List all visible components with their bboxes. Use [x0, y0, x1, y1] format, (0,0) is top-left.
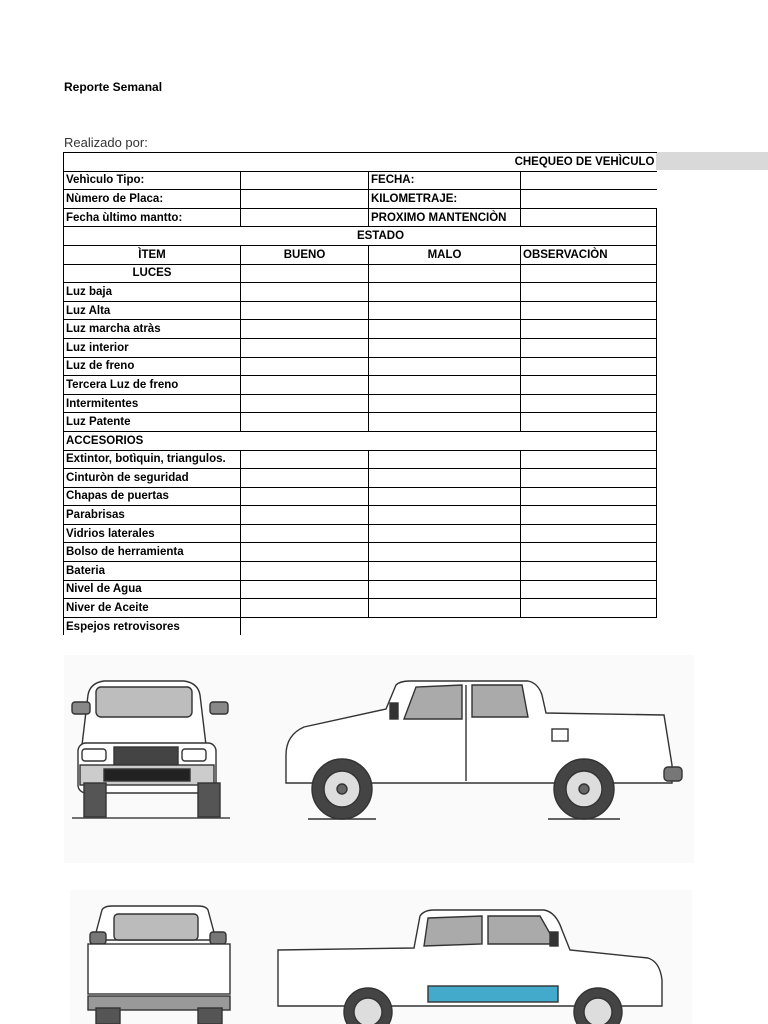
title-band — [656, 152, 768, 170]
bueno-cell[interactable] — [241, 320, 369, 339]
observacion-cell[interactable] — [521, 469, 657, 488]
vehicle-diagram-rear-side — [70, 890, 692, 1024]
bueno-cell[interactable] — [241, 599, 369, 618]
column-header-bueno: BUENO — [241, 245, 369, 264]
bueno-cell[interactable] — [241, 469, 369, 488]
observacion-cell[interactable] — [521, 413, 657, 432]
table-row — [64, 524, 657, 543]
observacion-cell[interactable] — [521, 394, 657, 413]
bueno-cell[interactable] — [241, 506, 369, 525]
item-label: Luz marcha atràs — [64, 320, 241, 339]
observacion-cell[interactable] — [521, 580, 657, 599]
malo-cell[interactable] — [369, 376, 521, 395]
table-row — [64, 357, 657, 376]
info-label-2: FECHA: — [369, 171, 521, 190]
malo-cell[interactable] — [369, 301, 521, 320]
item-label: Luz Patente — [64, 413, 241, 432]
table-row — [64, 394, 657, 413]
malo-cell[interactable] — [369, 580, 521, 599]
item-label: Luz interior — [64, 338, 241, 357]
observacion-cell[interactable] — [521, 487, 657, 506]
info-value[interactable] — [241, 208, 369, 227]
left-side-view-illustration — [286, 681, 682, 819]
item-label: Luz de freno — [64, 357, 241, 376]
malo-cell[interactable] — [369, 543, 521, 562]
rear-view-illustration — [88, 906, 230, 1024]
bueno-cell[interactable] — [241, 562, 369, 581]
observacion-cell[interactable] — [521, 357, 657, 376]
malo-cell[interactable] — [369, 413, 521, 432]
malo-cell[interactable] — [369, 599, 521, 618]
item-label: Luz Alta — [64, 301, 241, 320]
bueno-cell[interactable] — [241, 450, 369, 469]
observacion-cell[interactable] — [521, 599, 657, 618]
table-row — [64, 338, 657, 357]
table-row — [64, 599, 657, 618]
observacion-cell[interactable] — [521, 543, 657, 562]
empty-cell — [241, 617, 657, 635]
info-value[interactable] — [241, 171, 369, 190]
info-value-2[interactable] — [521, 190, 657, 209]
section-title: ACCESORIOS — [64, 431, 657, 450]
table-row — [64, 283, 657, 302]
bueno-cell[interactable] — [241, 413, 369, 432]
page-title: Reporte Semanal — [64, 80, 163, 94]
column-header-malo: MALO — [369, 245, 521, 264]
column-header-item: ÌTEM — [64, 245, 241, 264]
observacion-cell[interactable] — [521, 562, 657, 581]
table-row — [64, 487, 657, 506]
item-label: Nivel de Agua — [64, 580, 241, 599]
malo-cell[interactable] — [369, 338, 521, 357]
observacion-cell[interactable] — [521, 338, 657, 357]
bueno-cell[interactable] — [241, 357, 369, 376]
info-label-2: PROXIMO MANTENCIÒN — [369, 208, 521, 227]
table-row — [64, 413, 657, 432]
malo-cell[interactable] — [369, 283, 521, 302]
item-label: Luz baja — [64, 283, 241, 302]
item-label: Cinturòn de seguridad — [64, 469, 241, 488]
section-header-row — [64, 431, 657, 450]
bueno-cell[interactable] — [241, 338, 369, 357]
malo-cell[interactable] — [369, 394, 521, 413]
table-row — [64, 580, 657, 599]
item-label: Espejos retrovisores — [64, 617, 241, 635]
info-value-2[interactable] — [521, 208, 657, 227]
malo-cell[interactable] — [369, 450, 521, 469]
table-title: CHEQUEO DE VEHÌCULO — [64, 153, 657, 172]
bueno-cell[interactable] — [241, 487, 369, 506]
info-value[interactable] — [241, 190, 369, 209]
table-row — [64, 506, 657, 525]
bueno-cell[interactable] — [241, 301, 369, 320]
item-label: Tercera Luz de freno — [64, 376, 241, 395]
bueno-cell[interactable] — [241, 543, 369, 562]
info-value-2[interactable] — [521, 171, 657, 190]
info-label-2: KILOMETRAJE: — [369, 190, 521, 209]
right-side-view-illustration — [278, 910, 662, 1024]
malo-cell[interactable] — [369, 487, 521, 506]
table-title-row — [64, 153, 657, 172]
table-row — [64, 543, 657, 562]
column-header-row — [64, 245, 657, 264]
table-row — [64, 617, 657, 635]
item-label: Intermitentes — [64, 394, 241, 413]
info-label: Fecha ùltimo mantto: — [64, 208, 241, 227]
item-label: Bateria — [64, 562, 241, 581]
malo-cell[interactable] — [369, 469, 521, 488]
realizado-label: Realizado por: — [64, 135, 148, 150]
malo-cell[interactable] — [369, 506, 521, 525]
item-label: Extintor, botìquin, triangulos. — [64, 450, 241, 469]
info-label: Vehìculo Tipo: — [64, 171, 241, 190]
observacion-cell[interactable] — [521, 506, 657, 525]
item-label: Vidrios laterales — [64, 524, 241, 543]
section-header-cell — [241, 264, 369, 283]
table-row — [64, 469, 657, 488]
vehicle-checklist-table — [63, 152, 657, 635]
estado-row — [64, 227, 657, 246]
table-row — [64, 301, 657, 320]
section-title: LUCES — [64, 264, 241, 283]
item-label: Parabrisas — [64, 506, 241, 525]
malo-cell[interactable] — [369, 357, 521, 376]
bueno-cell[interactable] — [241, 580, 369, 599]
estado-header: ESTADO — [241, 227, 521, 246]
malo-cell[interactable] — [369, 524, 521, 543]
malo-cell[interactable] — [369, 562, 521, 581]
section-header-cell — [521, 264, 657, 283]
observacion-cell[interactable] — [521, 450, 657, 469]
bueno-cell[interactable] — [241, 283, 369, 302]
item-label: Niver de Aceite — [64, 599, 241, 618]
vehicle-diagram-front-side — [64, 655, 694, 863]
malo-cell[interactable] — [369, 320, 521, 339]
estado-blank — [64, 227, 241, 246]
section-header-row — [64, 264, 657, 283]
info-row — [64, 208, 657, 227]
info-row — [64, 171, 657, 190]
observacion-cell[interactable] — [521, 376, 657, 395]
table-row — [64, 320, 657, 339]
section-header-cell — [369, 264, 521, 283]
table-row — [64, 376, 657, 395]
estado-blank-2 — [521, 227, 657, 246]
observacion-cell[interactable] — [521, 524, 657, 543]
observacion-cell[interactable] — [521, 301, 657, 320]
table-row — [64, 562, 657, 581]
info-label: Nùmero de Placa: — [64, 190, 241, 209]
bueno-cell[interactable] — [241, 376, 369, 395]
bueno-cell[interactable] — [241, 394, 369, 413]
observacion-cell[interactable] — [521, 320, 657, 339]
info-row — [64, 190, 657, 209]
column-header-observacion: OBSERVACIÒN — [521, 245, 657, 264]
observacion-cell[interactable] — [521, 283, 657, 302]
front-view-illustration — [72, 681, 230, 818]
bueno-cell[interactable] — [241, 524, 369, 543]
table-row — [64, 450, 657, 469]
item-label: Bolso de herramienta — [64, 543, 241, 562]
item-label: Chapas de puertas — [64, 487, 241, 506]
